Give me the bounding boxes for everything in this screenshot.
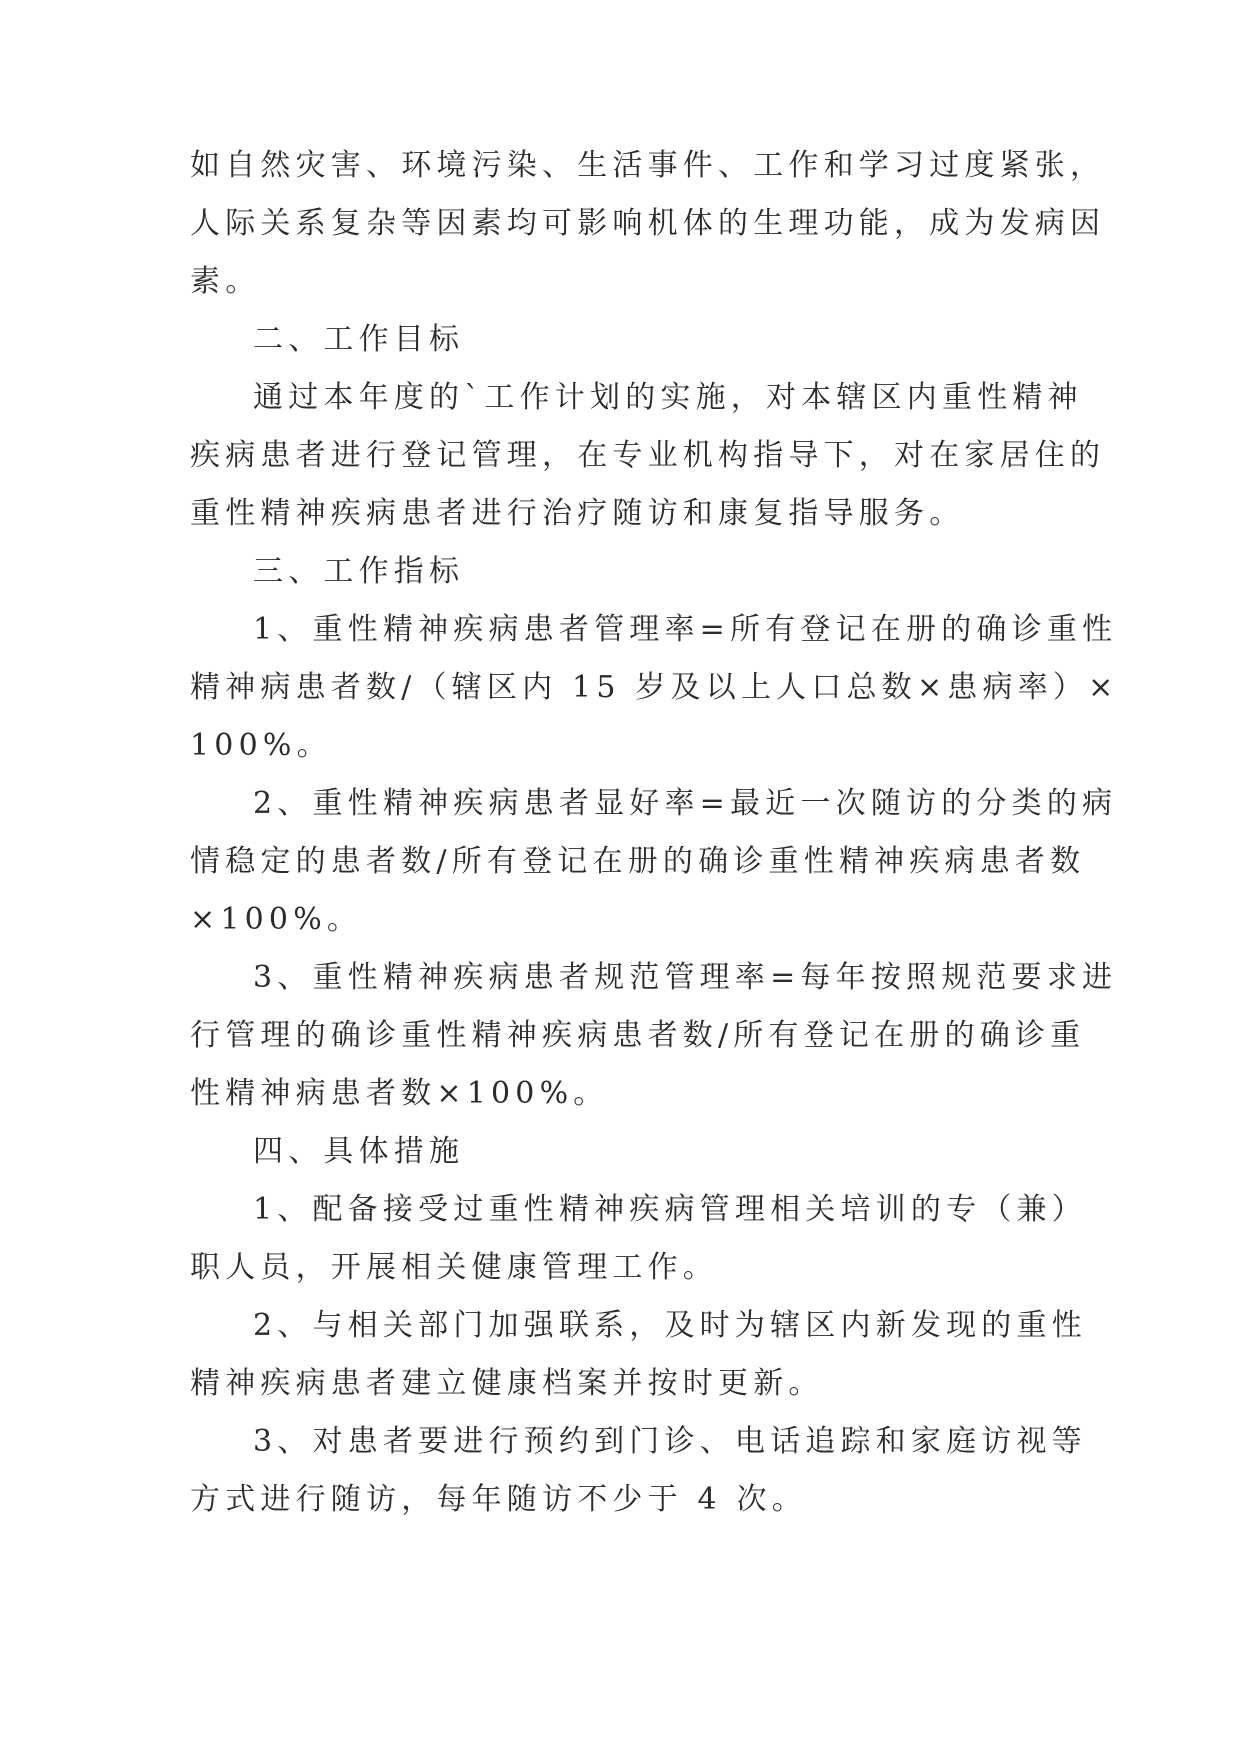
text-line: 通过本年度的`工作计划的实施，对本辖区内重性精神 (253, 380, 1083, 415)
text-line: 方式进行随访，每年随访不少于 4 次。 (190, 1482, 807, 1517)
text-line: 人际关系复杂等因素均可影响机体的生理功能，成为发病因 (190, 206, 1106, 241)
text-line: 精神病患者数/（辖区内 15 岁及以上人口总数×患病率）× (190, 670, 1119, 705)
section-heading-goals: 二、工作目标 (253, 322, 465, 357)
text-line: 3、对患者要进行预约到门诊、电话追踪和家庭访视等 (253, 1424, 1087, 1459)
text-line: 100%。 (190, 728, 332, 763)
text-line: 行管理的确诊重性精神疾病患者数/所有登记在册的确诊重 (190, 1018, 1086, 1053)
text-line: 如自然灾害、环境污染、生活事件、工作和学习过度紧张， (190, 148, 1106, 183)
text-line: 1、重性精神疾病患者管理率=所有登记在册的确诊重性 (253, 612, 1118, 647)
text-line: 重性精神疾病患者进行治疗随访和康复指导服务。 (190, 496, 965, 531)
section-heading-indicators: 三、工作指标 (253, 554, 465, 589)
text-line: 情稳定的患者数/所有登记在册的确诊重性精神疾病患者数 (190, 844, 1086, 879)
text-line: 精神疾病患者建立健康档案并按时更新。 (190, 1366, 824, 1401)
text-line: 性精神病患者数×100%。 (190, 1076, 609, 1111)
text-line: 1、配备接受过重性精神疾病管理相关培训的专（兼） (253, 1192, 1087, 1227)
text-line: 素。 (190, 264, 261, 299)
text-line: 2、重性精神疾病患者显好率=最近一次随访的分类的病 (253, 786, 1118, 821)
text-line: 疾病患者进行登记管理，在专业机构指导下，对在家居住的 (190, 438, 1106, 473)
section-heading-measures: 四、具体措施 (253, 1134, 465, 1169)
text-line: 职人员，开展相关健康管理工作。 (190, 1250, 718, 1285)
text-line: 2、与相关部门加强联系，及时为辖区内新发现的重性 (253, 1308, 1087, 1343)
text-line: 3、重性精神疾病患者规范管理率=每年按照规范要求进 (253, 960, 1118, 995)
text-line: ×100%。 (190, 902, 363, 937)
